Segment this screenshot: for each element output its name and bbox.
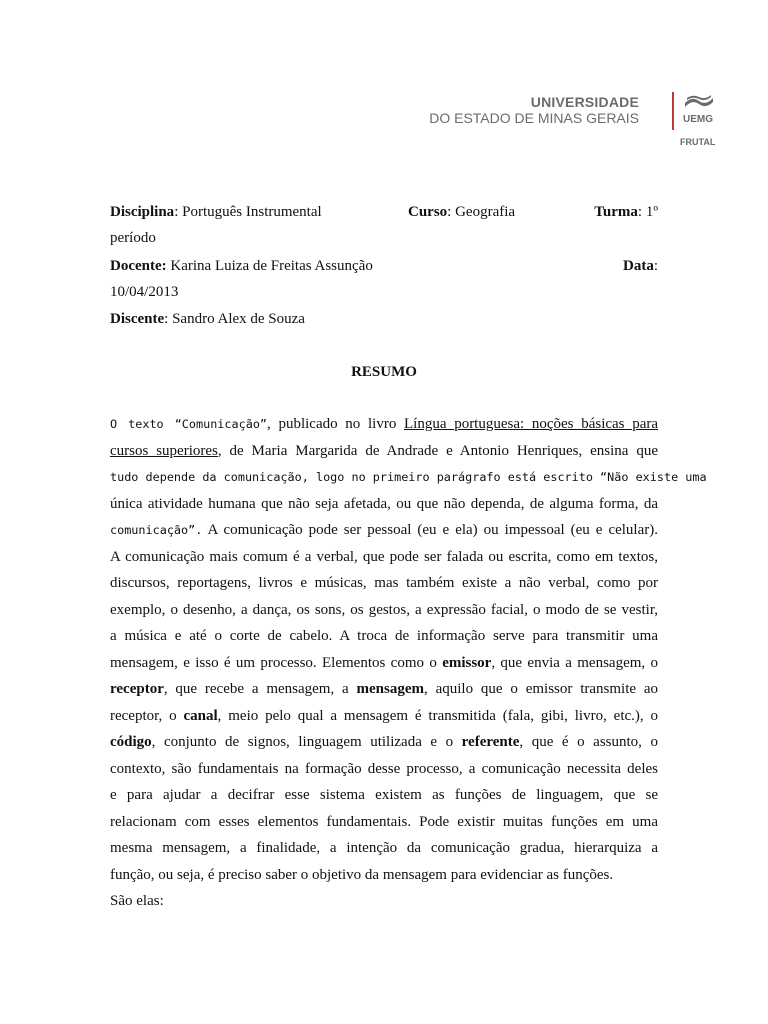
docente-field — [110, 258, 373, 274]
data-colon: : — [653, 258, 658, 274]
text-line-6: A comunicação mais comum é a verbal, que pode ser falada ou escrita, como em textos, — [110, 548, 658, 565]
discente-value: : Sandro Alex de Souza — [164, 311, 305, 327]
book-title: Língua portuguesa: noções básicas para — [404, 416, 659, 432]
text-segment: , de Maria Margarida de Andrade e Antonio Henriques, ensina que — [217, 442, 658, 459]
term-referente: referente — [461, 734, 520, 750]
text-line-9: a música e até o corte de cabelo. A troca de informação serve para transmitir uma — [110, 628, 658, 644]
text-line-17: mesma mensagem, a finalidade, a intenção da comunicação gradua, hierarquiza a — [110, 840, 658, 856]
data-value: 10/04/2013 — [110, 284, 179, 300]
term-emissor: emissor — [442, 654, 492, 671]
logo-university: UNIVERSIDADE — [530, 94, 639, 110]
turma-value: : 1º — [637, 204, 658, 220]
disciplina-label: Disciplina — [110, 204, 175, 220]
term-codigo: código — [110, 734, 152, 750]
text-segment: mensagem, e isso é um processo. Elementos como o — [110, 654, 443, 671]
text-line-12 — [110, 703, 658, 730]
uemg-emblem-icon — [684, 94, 714, 110]
turma-label: Turma — [594, 204, 638, 220]
curso-value: : Geografia — [447, 204, 516, 220]
text-line-13 — [110, 729, 658, 756]
text-line-4: única atividade humana que não seja afetada, ou que não dependa, de alguma forma, da — [110, 495, 658, 512]
page-title: RESUMO — [351, 364, 417, 380]
text-line-18: função, ou seja, é preciso saber o objetivo da mensagem para evidenciar as funções. — [110, 866, 614, 883]
text-line-16: relacionam com esses elementos fundamentais. Pode existir muitas funções em uma — [110, 813, 658, 830]
discente-label: Discente — [110, 311, 165, 327]
text-line-3: tudo depende da comunicação, logo no primeiro parágrafo está escrito “Não existe uma — [110, 470, 707, 484]
text-line-11 — [110, 676, 658, 703]
data-field — [623, 257, 658, 275]
discente-field — [110, 310, 658, 328]
text-segment: , que recebe a mensagem, a — [163, 681, 357, 697]
text-line-7: discursos, reportagens, livros e músicas, mas também existe a não verbal, como por — [110, 575, 658, 591]
text-line-5 — [110, 517, 658, 544]
data-label: Data — [623, 258, 654, 274]
curso-label: Curso — [408, 204, 448, 220]
uemg-logo — [429, 92, 720, 152]
text-segment: , que envia a mensagem, o — [491, 654, 658, 671]
text-line-15: e para ajudar a decifrar esse sistema existem as funções de linguagem, que se — [110, 787, 658, 803]
text-segment: , aquilo que o emissor transmite ao — [424, 681, 658, 697]
text-line-8: exemplo, o desenho, a dança, os sons, os gestos, a expressão facial, o modo de se vestir, — [110, 601, 658, 618]
text-segment: comunicação”. — [110, 523, 203, 537]
logo-abbreviation: UEMG — [683, 114, 713, 125]
term-receptor: receptor — [110, 681, 164, 697]
logo-campus: FRUTAL — [680, 137, 716, 147]
logo-divider — [672, 92, 674, 130]
curso-field — [408, 203, 515, 221]
logo-state: DO ESTADO DE MINAS GERAIS — [429, 110, 639, 126]
disciplina-field — [110, 204, 322, 220]
term-mensagem: mensagem — [356, 681, 425, 697]
docente-label: Docente: — [110, 258, 167, 274]
disciplina-value: : Português Instrumental — [174, 204, 322, 220]
summary-body — [110, 411, 707, 915]
text-segment: , publicado no livro — [267, 416, 405, 432]
docente-value: Karina Luiza de Freitas Assunção — [166, 258, 373, 274]
book-title: cursos superiores — [110, 442, 218, 459]
text-segment: , conjunto de signos, linguagem utilizada e o — [151, 734, 462, 750]
turma-field — [594, 203, 658, 221]
header-row-disciplina — [110, 203, 658, 221]
text-segment: receptor, o — [110, 707, 184, 724]
text-line-10 — [110, 650, 658, 677]
term-canal: canal — [183, 707, 218, 724]
periodo-text: período — [110, 230, 156, 246]
text-line-19: São elas: — [110, 893, 164, 909]
text-segment: , meio pelo qual a mensagem é transmitida (fala, gibi, livro, etc.), o — [217, 707, 659, 724]
text-line-2 — [110, 438, 658, 465]
text-segment: O texto “Comunicação” — [110, 417, 268, 431]
text-segment: A comunicação pode ser pessoal (eu e ela) ou impessoal (eu e celular). — [202, 522, 658, 538]
text-line-1 — [110, 411, 658, 438]
text-line-14: contexto, são fundamentais na formação desse processo, a comunicação necessita deles — [110, 760, 658, 777]
text-segment: , que é o assunto, o — [519, 734, 658, 750]
header-row-docente — [110, 257, 658, 275]
